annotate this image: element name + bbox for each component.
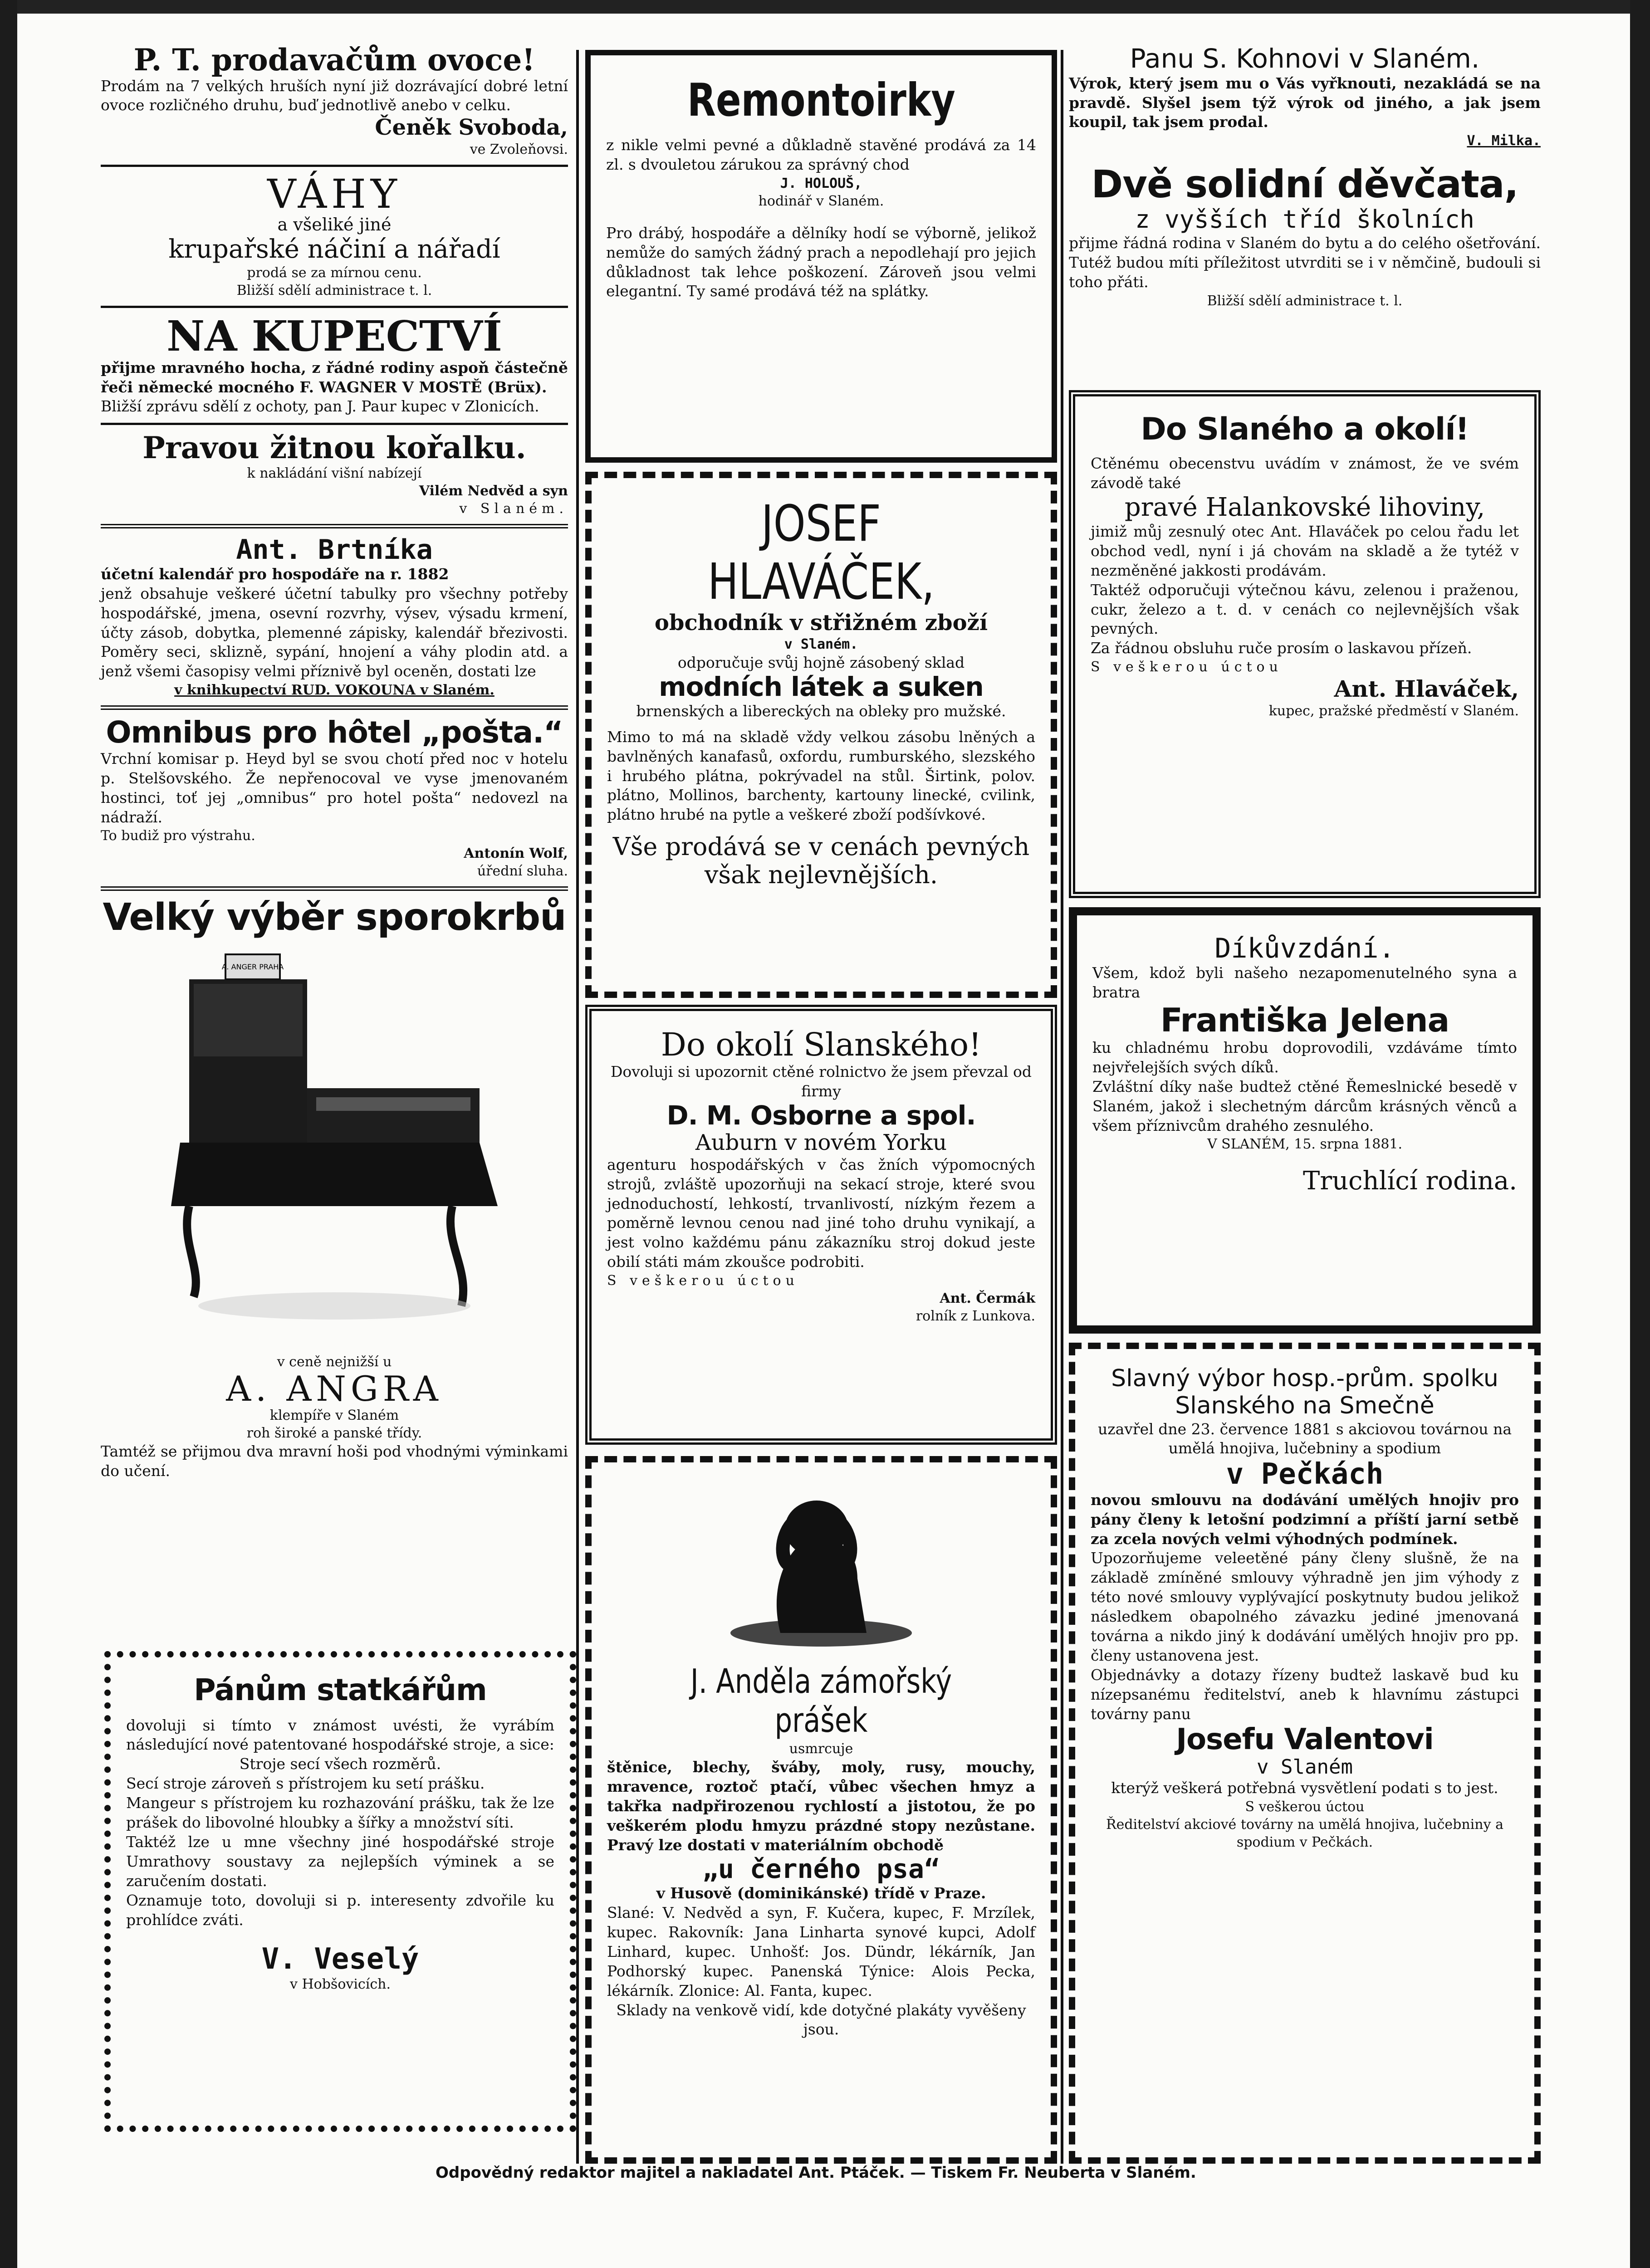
ad-body: Objednávky a dotazy řízeny budtež laskavě bud ku nízepsanému ředitelství, aneb k hlavnímu zástupci továrny panu — [1091, 1666, 1519, 1723]
ad-kohn — [1069, 44, 1541, 150]
ad-place: ve Zvoleňovsi. — [470, 141, 568, 157]
divider — [101, 705, 568, 710]
ad-title: JOSEF HLAVÁČEK, — [708, 494, 935, 611]
ad-title: Do Slaného a okolí! — [1141, 411, 1469, 447]
ad-signature: J. HOLOUŠ, — [780, 175, 862, 191]
ad-watches — [606, 73, 1036, 301]
ad-line: a všeliké jiné — [277, 214, 392, 235]
ad-thanks — [1092, 934, 1517, 1196]
ad-signature: Ant. Hlaváček, — [1334, 675, 1519, 703]
divider — [101, 524, 568, 528]
ad-title: Pravou žitnou kořalku. — [142, 430, 526, 466]
column-rule — [576, 50, 579, 2164]
ad-title: J. Anděla zámořský prášek — [690, 1662, 952, 1740]
ad-fertilizer — [1091, 1365, 1519, 1851]
ad-title: Panu S. Kohnovi v Slaném. — [1130, 43, 1480, 74]
ad-date: V SLANÉM, 15. srpna 1881. — [1207, 1136, 1403, 1153]
ad-role: úřední sluha. — [477, 863, 568, 880]
ad-body: agenturu hospodářských v čas žních výpomocných strojů, zvláště upozorňuji na sekací stroje, které svou jednoduchostí, lehkostí, trvanlivostí, nízkým řezem a poměrně levnou cenou nad jiné toho druhu vynikají, a jest volno každému pánu zákazníku stroj dokud jeste obilí státi mám zkoušce podrobiti. — [607, 1155, 1035, 1271]
ad-line: To budiž pro výstrahu. — [101, 828, 255, 844]
ad-body: ku chladnému hrobu doprovodili, vzdáváme tímto nejvřelejších svých díků. — [1092, 1038, 1517, 1076]
ad-signature: Čeněk Svoboda, — [375, 115, 568, 141]
ad-spirits-frame — [1069, 390, 1541, 898]
ad-spirits — [1091, 413, 1519, 720]
ad-closing: S veškerou úctou — [1245, 1799, 1365, 1815]
ad-body: novou smlouvu na dodávání umělých hnojiv pro pány členy k letošní podzimní a příští jarní setbě za zcela nových velmi výhodných podmínek. — [1091, 1491, 1519, 1548]
ad-fertilizer-frame — [1069, 1343, 1541, 2164]
ad-title: Omnibus pro hôtel „pošta.“ — [106, 715, 563, 750]
ad-place: v Hobšovicích. — [290, 1976, 391, 1992]
ad-title: P. T. prodavačům ovoce! — [133, 42, 535, 78]
ad-line: odporučuje svůj hojně zásobený sklad — [677, 654, 965, 672]
ad-subtitle: účetní kalendář pro hospodáře na r. 1882 — [101, 565, 449, 583]
ad-address: v Husově (dominikánské) třídě v Praze. — [656, 1884, 986, 1902]
ad-body: Pro drábý, hospodáře a dělníky hodí se výborně, jelikož nemůže do samých žádný prach a nepodlehají pro jejich důkladnost tak lehce poškození. Zároveň jsou velmi elegantní. Ty samé prodává též na splátky. — [606, 224, 1036, 300]
ad-body: Mimo to má na skladě vždy velkou zásobu lněných a bavlněných kanafasů, oxfordu, rumburského, slezského i hrubého plátna, pokrývadel na stůl. Širtink, polov. plátno, Mollinos, barchenty, kartouny linecké, cvilink, plátno hrubé na pytle a veškeré zboží podšívkové. — [607, 728, 1035, 824]
ad-body: Prodám na 7 velkých hruších nyní již dozrávající dobré letní ovoce rozličného druhu, buď jednotlivě anebo v celku. — [101, 77, 568, 114]
ad-closing: S veškerou úctou — [1091, 659, 1283, 675]
ad-big: pravé Halankovské lihoviny, — [1124, 492, 1485, 522]
ad-para: Mangeur s přístrojem ku rozhazování prášku, tak že lze prášek do libovolné hloubky a šířky a množství síti. — [126, 1794, 554, 1832]
ad-title: Do okolí Slanského! — [661, 1026, 982, 1063]
ad-farmers-frame — [104, 1651, 576, 2132]
ad-line: prodá se za mírnou cenu. — [247, 265, 422, 281]
column-right — [1069, 44, 1541, 310]
ad-line: v knihkupectví RUD. VOKOUNA v Slaném. — [174, 682, 495, 699]
ad-title: Remontoirky — [687, 73, 955, 127]
ad-title: Ant. Brtníka — [236, 533, 433, 566]
ad-closing: Vše prodává se v cenách pevných však nejlevnějších. — [612, 832, 1030, 890]
ad-line: k nakládání višní nabízejí — [247, 465, 422, 481]
svg-text:A. ANGER PRAHA: A. ANGER PRAHA — [221, 962, 284, 971]
ad-line: brnenských a libereckých na obleky pro mužské. — [636, 702, 1006, 720]
divider — [101, 306, 568, 308]
ad-body: Vrchní komisar p. Heyd byl se svou chotí před noc v hotelu p. Stelšovského. Že nepřenocoval ve vyse jmenovaném hostinci, toť jej „omnibus“ pro hotel pošta“ nedovezl na nádraží. — [101, 749, 568, 826]
divider — [101, 886, 568, 891]
ad-place: Auburn v novém Yorku — [695, 1129, 947, 1155]
ad-line: krupařské náčiní a nářadí — [168, 234, 500, 264]
ad-textiles-frame — [585, 472, 1057, 998]
ad-line: v ceně nejnižší u — [277, 1354, 392, 1370]
ad-para: Secí stroje zároveň s přístrojem ku setí prášku. — [126, 1774, 485, 1793]
ad-subtitle: z vyšších tříd školních — [1135, 205, 1474, 234]
ad-place: v Slaném. — [784, 636, 858, 653]
ad-watches-frame — [585, 50, 1057, 463]
ad-firm: D. M. Osborne a spol. — [666, 1100, 976, 1131]
stove-illustration — [162, 952, 507, 1342]
ad-line: Bližší sdělí administrace t. l. — [1207, 293, 1403, 309]
ad-role: hodinář v Slaném. — [758, 193, 884, 209]
ad-signature: Truchlící rodina. — [1302, 1166, 1517, 1196]
ad-title: Pánům statkářům — [194, 1672, 487, 1707]
ad-place: v Slaném. — [459, 500, 568, 517]
ad-body: Tamtéž se přijmou dva mravní hoši pod vhodnými výminkami do učení. — [101, 1442, 568, 1480]
scan-edge-left — [0, 0, 17, 2268]
ad-fruit-sellers — [101, 44, 568, 158]
ad-line: klempíře v Slaném — [269, 1408, 399, 1424]
ad-textiles — [607, 494, 1035, 889]
ad-name: Josefu Valentovi — [1176, 1723, 1434, 1757]
ad-name: Františka Jelena — [1160, 1001, 1449, 1039]
ad-line: Všem, kdož byli našeho nezapomenutelného syna a bratra — [1092, 964, 1517, 1001]
ad-title: VÁHY — [267, 170, 401, 217]
ad-title: Dvě solidní děvčata, — [1091, 162, 1518, 207]
ad-line: Dovoluji si upozornit ctěné rolnictvo že jsem převzal od firmy — [610, 1063, 1032, 1100]
ad-signature: Ředitelství akciové továrny na umělá hnojiva, lučebniny a spodium v Pečkách. — [1106, 1817, 1503, 1851]
ad-para: Taktéž lze u mne všechny jiné hospodářské stroje Umrathovy soustavy za nejlepších výminek a se zaručením dostati. — [126, 1833, 554, 1890]
ad-signature: Vilém Nedvěd a syn — [419, 483, 568, 499]
ad-body: štěnice, blechy, šváby, moly, rusy, mouchy, mravence, roztoč ptačí, vůbec všechen hmyz a takřka nadpřirozenou rychlostí a jistotou, že po veškerém plodu hmyzu prázdné stopy nezůstane. Pravý lze dostati v materiálním obchodě — [607, 1758, 1035, 1854]
ad-title: Díkůvzdání. — [1214, 933, 1395, 964]
ad-para: Oznamuje toto, dovoluji si p. interesenty zdvořile ku prohlídce zváti. — [126, 1891, 554, 1929]
ad-closing: Sklady na venkově vidí, kde dotyčné plakáty vyvěšeny jsou. — [616, 2001, 1026, 2038]
scan-edge-top — [0, 0, 1650, 14]
ad-closing: S veškerou úctou — [607, 1273, 799, 1289]
ad-signature: V. Milka. — [1467, 133, 1541, 149]
ad-body: kterýž veškerá potřebná vysvětlení podati s to jest. — [1111, 1779, 1498, 1797]
ad-signature: Antonín Wolf, — [464, 846, 568, 862]
scan-edge-right — [1630, 0, 1650, 2268]
ad-body: přijme mravného hocha, z řádné rodiny aspoň částečně řeči německé mocného F. WAGNER V MOSTĚ (Brüx). — [101, 358, 568, 396]
column-rule — [1061, 50, 1063, 2164]
ad-stoves — [101, 897, 568, 1481]
ad-girls — [1069, 163, 1541, 309]
ad-merchant-apprentice — [101, 314, 568, 416]
ad-line: Ctěnému obecenstvu uvádím v známost, že ve svém závodě také — [1091, 454, 1519, 492]
column-left — [101, 44, 568, 1481]
ad-signature: Ant. Čermák — [940, 1290, 1035, 1307]
ad-para: dovoluji si tímto v známost uvésti, že vyrábím následující nové patentované hospodářské stroje, a sice: — [126, 1716, 554, 1754]
ad-body: jenž obsahuje veškeré účetní tabulky pro všechny potřeby hospodářské, jmena, osevní rozvrhy, výsev, výsadu krmení, účty zásob, dobytka, plemenné zápisky, kalendář březivosti. Poměry seci, sklizně, sypání, hnojení a váhy plodin atd. a jenž všemi časopisy velmi příznivě byl oceněn, dostati lze — [101, 584, 568, 680]
ad-rye-liquor — [101, 431, 568, 518]
ad-line: Bližší sdělí administrace t. l. — [236, 283, 432, 299]
ad-para: Stroje secí všech rozměrů. — [239, 1755, 441, 1773]
ad-name: A. ANGRA — [226, 1368, 443, 1409]
ad-body: Výrok, který jsem mu o Vás vyřknouti, nezakládá se na pravdě. Slyšel jsem týž výrok od jiného, a jak jsem koupil, tak jsem prodal. — [1069, 74, 1541, 131]
ad-signature: V. Veselý — [261, 1942, 419, 1976]
ad-powder-frame — [585, 1456, 1057, 2164]
ad-place: v Pečkách — [1226, 1457, 1384, 1491]
ad-osborne — [607, 1027, 1035, 1325]
ad-farmers — [126, 1674, 554, 1993]
ad-body: z nikle velmi pevné a důkladně stavěné prodává za 14 zl. s dvouletou zárukou za správný chod — [606, 136, 1036, 173]
ad-subtitle: obchodník v střižném zboží — [654, 610, 988, 635]
ad-shop: „u černého psa“ — [702, 1853, 940, 1885]
ad-line: usmrcuje — [789, 1741, 853, 1757]
ad-body: přijme řádná rodina v Slaném do bytu a do celého ošetřování. Tutéž budou míti příležitost utvrditi se i v němčině, budouli si toho přáti. — [1069, 234, 1541, 291]
ad-body: Zvláštní díky naše budtež ctěné Řemeslnické besedě v Slaném, jakož i slechetným dárcům krásných věnců a všem příznivcům drahého zesnulého. — [1092, 1077, 1517, 1134]
ad-scales — [101, 170, 568, 299]
dog-illustration — [712, 1488, 930, 1651]
ad-title: NA KUPECTVÍ — [166, 312, 502, 361]
ad-line: Bližší zprávu sdělí z ochoty, pan J. Paur kupec v Zlonicích. — [101, 397, 539, 415]
ad-name-place: v Slaném — [1257, 1755, 1353, 1779]
ad-body: Za řádnou obsluhu ruče prosím o laskavou přízeň. — [1091, 639, 1472, 657]
ad-body: Upozorňujeme veleetěné pány členy slušně, že na základě zmíněné smlouvy výhradně jen jim výhody z této nové smlouvy vyplývající poskytnuty budou jelikož následkem obapolného závazku jediné jmenovaná továrna a nikdo jiný k dodávání umělých hnojiv pro pp. členy ustanovena jest. — [1091, 1549, 1519, 1664]
ad-osborne-frame — [585, 1005, 1057, 1445]
ad-role: kupec, pražské předměstí v Slaném. — [1268, 703, 1519, 719]
ad-body: Slané: V. Nedvěd a syn, F. Kučera, kupec, F. Mrzílek, kupec. Rakovník: Jana Linharta synové kupci, Adolf Linhard, kupec. Unhošť: Jos. Dündr, lékárník, Jan Podhorský kupec. Panenská Týnice: Alois Pecka, lékárník. Zlonice: Al. Fanta, kupec. — [607, 1904, 1035, 1999]
ad-title: Velký výběr sporokrbů — [103, 896, 566, 939]
ad-body: jimiž můj zesnulý otec Ant. Hlaváček po celou řadu let obchod vedl, nyní i já chovám na skladě a že tytéž v nezměněné jakkosti prodávám. — [1091, 522, 1519, 579]
imprint-footer: Odpovědný redaktor majitel a nakladatel Ant. Ptáček. — Tiskem Fr. Neuberta v Slaném. — [436, 2164, 1196, 2182]
ad-big: modních látek a suken — [659, 671, 984, 703]
divider — [101, 165, 568, 167]
divider — [101, 423, 568, 425]
ad-line: roh široké a panské třídy. — [246, 1425, 422, 1442]
ad-thanks-frame — [1069, 907, 1541, 1334]
ad-powder — [607, 1479, 1035, 2039]
ad-body: Taktéž odporučuji výtečnou kávu, zelenou i praženou, cukr, železo a t. d. v cenách co nejlevnějších však pevných. — [1091, 581, 1519, 638]
ad-calendar — [101, 535, 568, 699]
ad-title: Slavný výbor hosp.-prům. spolku Slanského na Smečně — [1111, 1365, 1498, 1419]
ad-omnibus — [101, 716, 568, 880]
ad-role: rolník z Lunkova. — [916, 1308, 1035, 1325]
ad-line: uzavřel dne 23. července 1881 s akciovou továrnou na umělá hnojiva, lučebniny a spodium — [1097, 1420, 1512, 1457]
